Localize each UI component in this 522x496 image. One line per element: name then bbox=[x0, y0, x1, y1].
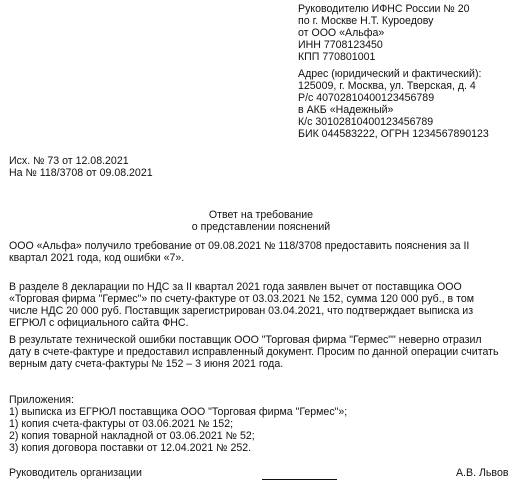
signatory-role: Руководитель организации bbox=[9, 467, 142, 479]
addressee-line: в АКБ «Надежный» bbox=[298, 104, 394, 116]
signature-block bbox=[9, 467, 509, 485]
addressee-line: К/с 30102810400123456789 bbox=[298, 116, 434, 128]
paragraph-line: В результате технической ошибки поставщик ООО "Торговая фирма "Гермес"" неверно отразил bbox=[9, 334, 482, 346]
paragraph-line: числе НДС 20 000 руб. Поставщик зарегистрирован 03.04.2021, что подтверждает выписка из bbox=[9, 305, 474, 317]
attachments-heading: Приложения: bbox=[9, 394, 74, 406]
paragraph-technical-error bbox=[9, 334, 514, 370]
paragraph-line: ЕГРЮЛ с официального сайта ФНС. bbox=[9, 317, 189, 329]
signature-line bbox=[262, 479, 337, 480]
addressee-line: ИНН 7708123450 bbox=[298, 39, 383, 51]
addressee-line: по г. Москве Н.Т. Куроедову bbox=[298, 15, 434, 27]
addressee-line: Адрес (юридический и фактический): bbox=[298, 68, 482, 80]
attachment-item: 3) копия договора поставки от 12.04.2021 № 252. bbox=[9, 442, 252, 454]
addressee-line: Руководителю ИФНС России № 20 bbox=[298, 3, 470, 15]
outgoing-number: Исх. № 73 от 12.08.2021 bbox=[9, 155, 129, 167]
title-line-2: о представлении пояснений bbox=[191, 221, 331, 233]
paragraph-deduction bbox=[9, 281, 514, 329]
addressee-line: Р/с 40702810400123456789 bbox=[298, 92, 435, 104]
paragraph-line: ООО «Альфа» получило требование от 09.08.2021 № 118/3708 предоставить пояснения за II bbox=[9, 240, 470, 252]
document-title bbox=[0, 209, 522, 233]
paragraph-line: квартал 2021 года, код ошибки «7». bbox=[9, 252, 185, 264]
addressee-block bbox=[298, 3, 520, 140]
outgoing-reference bbox=[9, 155, 309, 179]
addressee-line: от ООО «Альфа» bbox=[298, 27, 385, 39]
paragraph-line: дату в счете-фактуре и предоставил исправленный документ. Просим по данной операции считать bbox=[9, 346, 499, 358]
signatory-name: А.В. Львов bbox=[456, 467, 509, 479]
attachment-item: 2) копия товарной накладной от 03.06.2021 № 52; bbox=[9, 430, 255, 442]
attachment-item: 1) копия счета-фактуры от 03.06.2021 № 152; bbox=[9, 418, 234, 430]
title-line-1: Ответ на требование bbox=[208, 209, 314, 221]
addressee-line: КПП 770801001 bbox=[298, 51, 376, 63]
paragraph-line: В разделе 8 декларации по НДС за II квартал 2021 года заявлен вычет от поставщика ООО bbox=[9, 281, 462, 293]
addressee-line: БИК 044583222, ОГРН 1234567890123 bbox=[298, 128, 489, 140]
reply-to-number: На № 118/3708 от 09.08.2021 bbox=[9, 167, 153, 179]
attachment-item: 1) выписка из ЕГРЮЛ поставщика ООО "Торговая фирма "Гермес"»; bbox=[9, 406, 348, 418]
paragraph-line: «Торговая фирма "Гермес"» по счету-фактуре от 03.03.2021 № 152, сумма 120 000 руб., в том bbox=[9, 293, 475, 305]
addressee-line: 125009, г. Москва, ул. Тверская, д. 4 bbox=[298, 80, 476, 92]
paragraph-request-received bbox=[9, 240, 514, 264]
attachments-list bbox=[9, 394, 514, 454]
paragraph-line: верным дату счета-фактуры № 152 – 3 июня 2021 года. bbox=[9, 358, 284, 370]
